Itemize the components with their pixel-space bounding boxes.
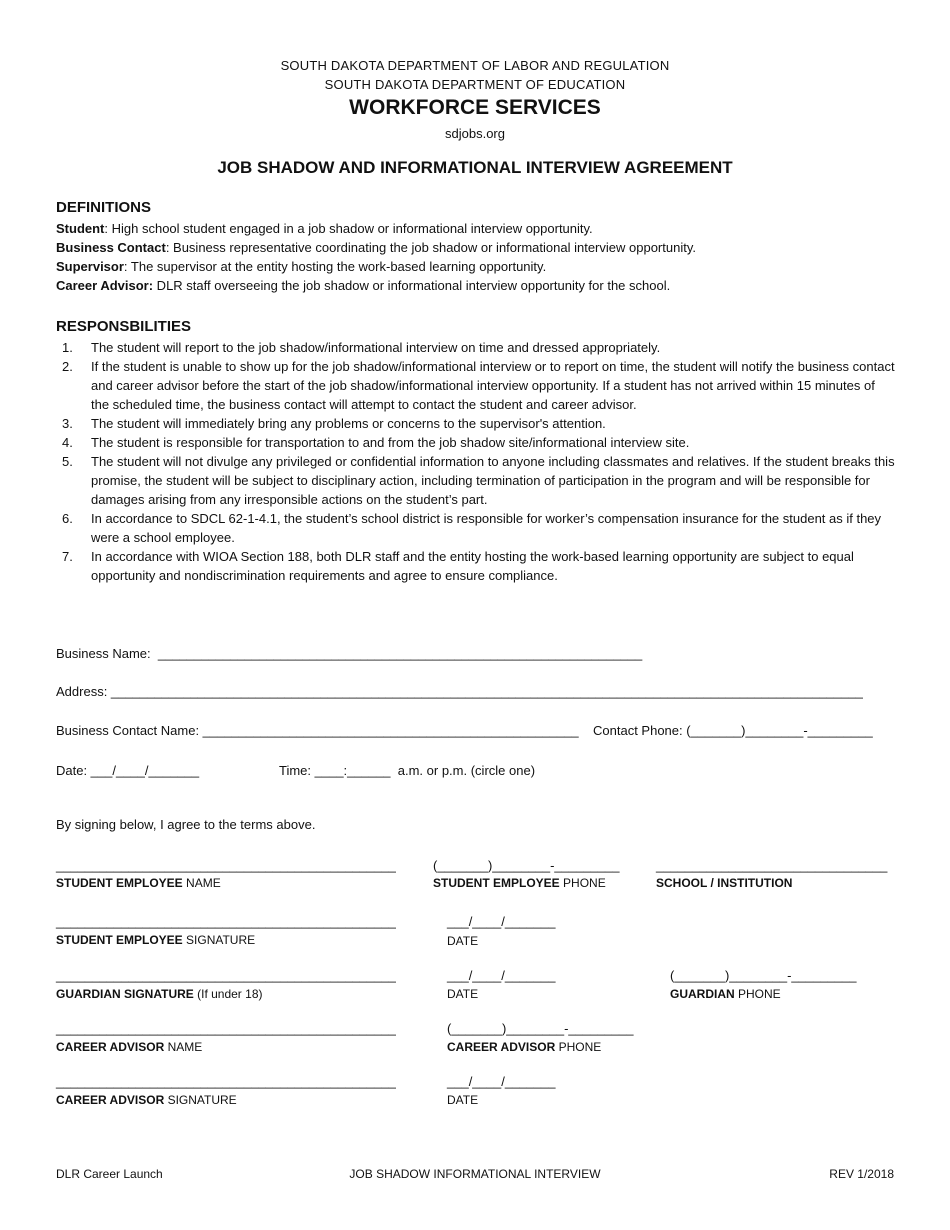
definition-term: Career Advisor: xyxy=(56,278,154,293)
student-phone-label: STUDENT EMPLOYEE PHONE xyxy=(433,876,606,890)
contact-phone-field[interactable]: Contact Phone: (_______)________-_________ xyxy=(593,723,873,738)
student-phone-line[interactable]: (_______)________-_________ xyxy=(433,858,620,873)
responsibilities-list xyxy=(56,338,896,585)
list-item xyxy=(56,414,896,433)
program-title: WORKFORCE SERVICES xyxy=(349,96,601,119)
time-field[interactable]: Time: ____:______ a.m. or p.m. (circle one) xyxy=(279,763,536,778)
address-field[interactable]: Address: ________________________________________________________________________________________________________ xyxy=(56,684,863,699)
guardian-date-line[interactable]: ___/____/_______ xyxy=(447,968,556,983)
advisor-signature-line[interactable]: _______________________________________________ xyxy=(56,1074,396,1089)
list-number: 4. xyxy=(62,435,73,450)
advisor-phone-label: CAREER ADVISOR PHONE xyxy=(447,1040,602,1054)
list-text: The student will immediately bring any problems or concerns to the supervisor's attention. xyxy=(91,416,606,431)
definition-term: Supervisor xyxy=(56,259,124,274)
definition-term: Business Contact xyxy=(56,240,166,255)
list-number: 1. xyxy=(62,340,73,355)
footer-left: DLR Career Launch xyxy=(56,1167,163,1181)
list-item xyxy=(56,338,896,357)
list-item xyxy=(56,452,896,509)
responsibilities-heading: RESPONSBILITIES xyxy=(56,318,192,335)
list-text: In accordance to SDCL 62-1-4.1, the student’s school district is responsible for worker’s compensation insurance for the student as if they were a school employee. xyxy=(91,511,882,545)
definition-text: : High school student engaged in a job shadow or informational interview opportunity. xyxy=(104,221,593,236)
list-number: 6. xyxy=(62,511,73,526)
advisor-name-line[interactable]: _______________________________________________ xyxy=(56,1021,396,1036)
guardian-signature-label: GUARDIAN SIGNATURE (If under 18) xyxy=(56,987,263,1001)
list-text: The student is responsible for transportation to and from the job shadow site/informational interview site. xyxy=(91,435,690,450)
guardian-signature-line[interactable]: _______________________________________________ xyxy=(56,968,396,983)
list-item xyxy=(56,547,896,585)
school-line[interactable]: ________________________________ xyxy=(656,858,888,873)
definition-text: DLR staff overseeing the job shadow or informational interview opportunity for the school. xyxy=(153,278,671,293)
advisor-phone-line[interactable]: (_______)________-_________ xyxy=(447,1021,634,1036)
definition-item xyxy=(56,238,916,257)
list-number: 5. xyxy=(62,454,73,469)
date-field[interactable]: Date: ___/____/_______ xyxy=(56,763,200,778)
list-item xyxy=(56,433,896,452)
list-text: If the student is unable to show up for the job shadow/informational interview or to report on time, the student will notify the business contact and career advisor before the start of the job shadow/informational interview opportunity. If a student has not arrived within 15 minutes of the scheduled time, the business contact will attempt to contact the student and career advisor. xyxy=(91,359,895,412)
advisor-signature-label: CAREER ADVISOR SIGNATURE xyxy=(56,1093,237,1107)
definition-item xyxy=(56,219,916,238)
agreement-statement: By signing below, I agree to the terms above. xyxy=(56,817,316,832)
student-name-line[interactable]: _______________________________________________ xyxy=(56,858,396,873)
business-name-field[interactable]: Business Name: ___________________________________________________________________ xyxy=(56,646,643,661)
date-label: DATE xyxy=(447,1093,479,1107)
student-date-line[interactable]: ___/____/_______ xyxy=(447,914,556,929)
website: sdjobs.org xyxy=(445,126,505,141)
list-number: 3. xyxy=(62,416,73,431)
list-item xyxy=(56,509,896,547)
student-name-label: STUDENT EMPLOYEE NAME xyxy=(56,876,221,890)
definition-item xyxy=(56,257,916,276)
footer-right: REV 1/2018 xyxy=(829,1167,894,1181)
agency-line-1: SOUTH DAKOTA DEPARTMENT OF LABOR AND REGULATION xyxy=(280,58,670,73)
list-number: 2. xyxy=(62,359,73,374)
student-signature-line[interactable]: _______________________________________________ xyxy=(56,914,396,929)
student-signature-label: STUDENT EMPLOYEE SIGNATURE xyxy=(56,933,256,947)
list-text: In accordance with WIOA Section 188, both DLR staff and the entity hosting the work-based learning opportunity are subject to equal opportunity and nondiscrimination requirements and agree to ensure compliance. xyxy=(91,549,854,583)
list-number: 7. xyxy=(62,549,73,564)
guardian-phone-label: GUARDIAN PHONE xyxy=(670,987,781,1001)
definition-term: Student xyxy=(56,221,105,236)
definitions-list xyxy=(56,219,916,295)
definitions-heading: DEFINITIONS xyxy=(56,199,152,216)
definition-text: : The supervisor at the entity hosting the work-based learning opportunity. xyxy=(123,259,547,274)
advisor-date-line[interactable]: ___/____/_______ xyxy=(447,1074,556,1089)
guardian-phone-line[interactable]: (_______)________-_________ xyxy=(670,968,857,983)
list-text: The student will report to the job shadow/informational interview on time and dressed appropriately. xyxy=(91,340,661,355)
date-label: DATE xyxy=(447,934,479,948)
list-text: The student will not divulge any privileged or confidential information to anyone including classmates and relatives. If the student breaks this promise, the student will be subject to disciplinary action, including termination of participation in the program and will be responsible for damages arising from any irresponsible actions on the student’s part. xyxy=(91,454,895,507)
school-label: SCHOOL / INSTITUTION xyxy=(656,876,793,890)
agency-line-2: SOUTH DAKOTA DEPARTMENT OF EDUCATION xyxy=(324,77,626,92)
definition-text: : Business representative coordinating the job shadow or informational interview opportunity. xyxy=(165,240,696,255)
business-contact-name-field[interactable]: Business Contact Name: ____________________________________________________ xyxy=(56,723,579,738)
definition-item xyxy=(56,276,916,295)
date-label: DATE xyxy=(447,987,479,1001)
list-item xyxy=(56,357,896,414)
document-title: JOB SHADOW AND INFORMATIONAL INTERVIEW AGREEMENT xyxy=(217,158,733,177)
footer-center: JOB SHADOW INFORMATIONAL INTERVIEW xyxy=(349,1167,601,1181)
advisor-name-label: CAREER ADVISOR NAME xyxy=(56,1040,203,1054)
